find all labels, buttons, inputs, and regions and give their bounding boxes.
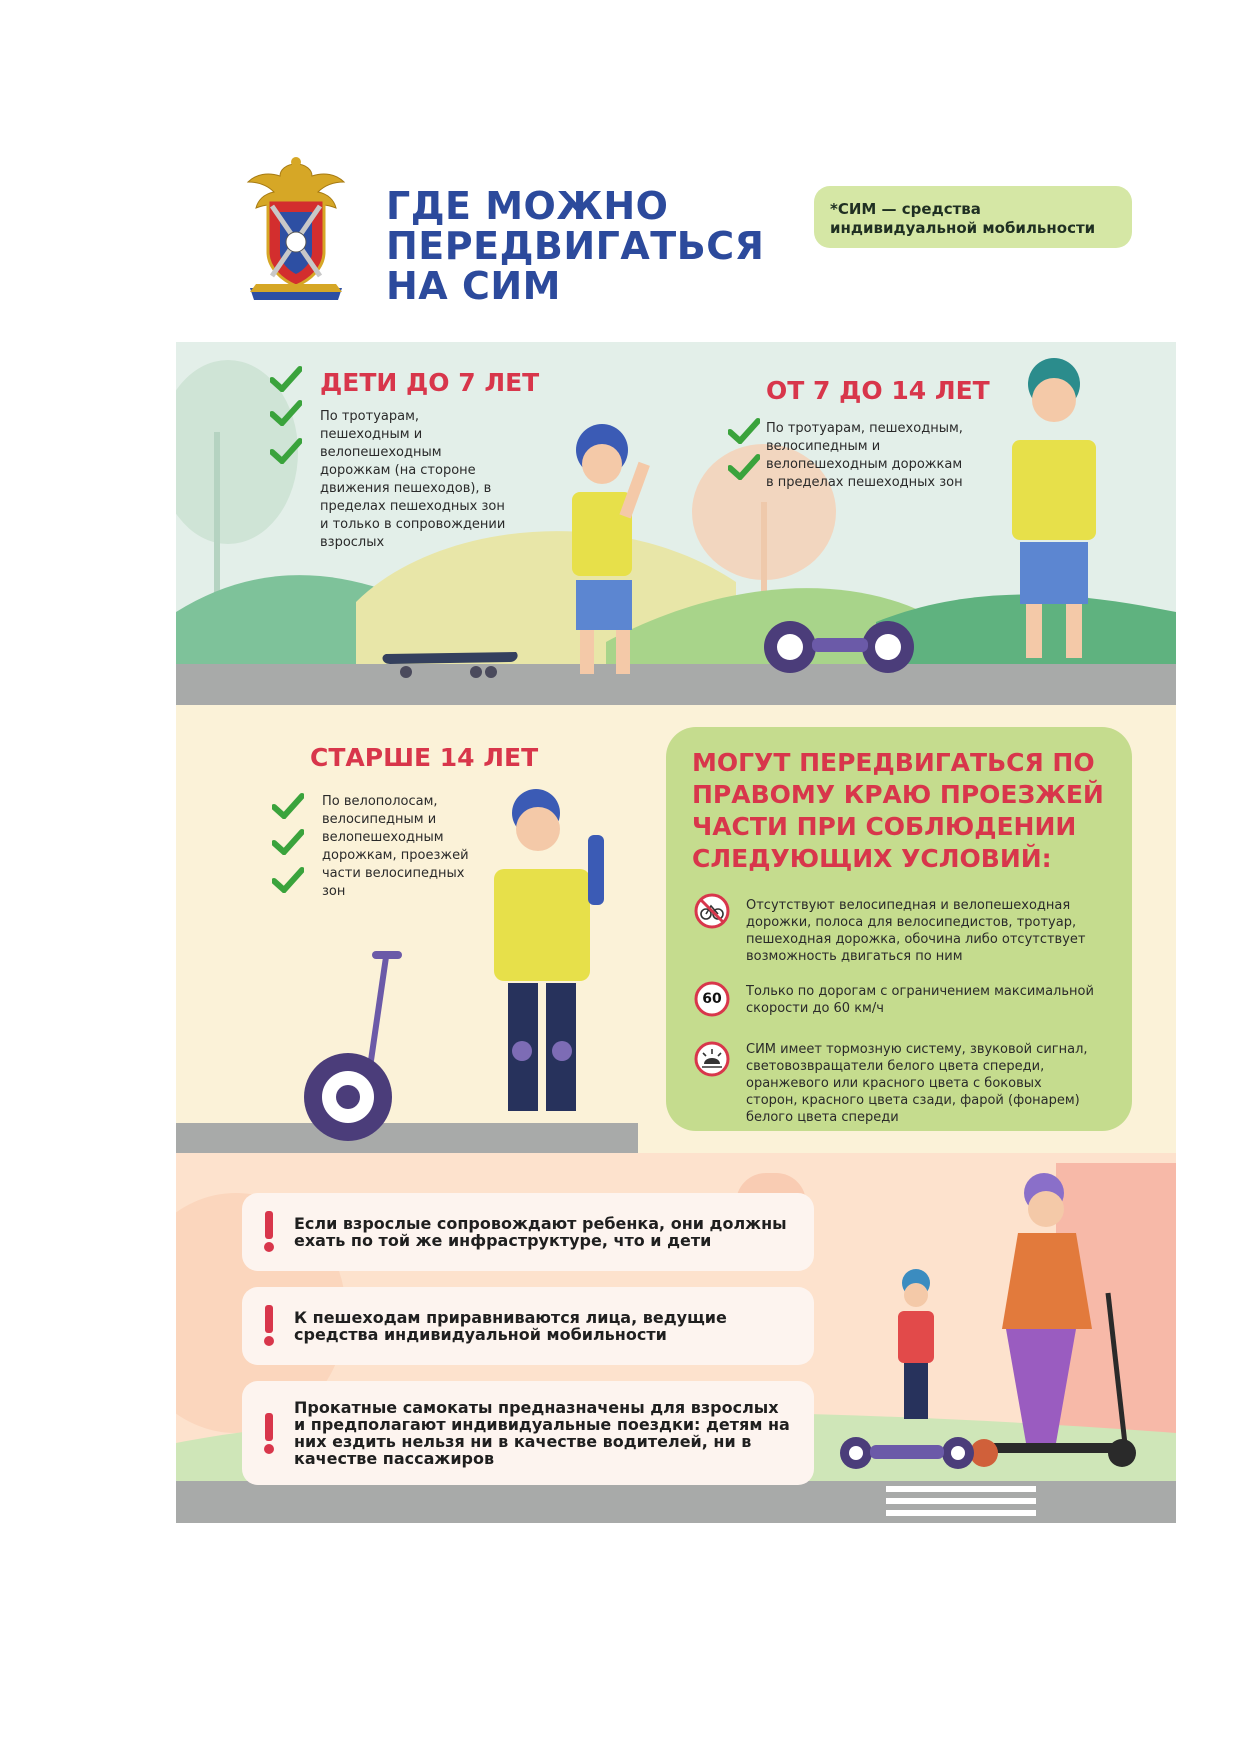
notice-card: [242, 1193, 814, 1271]
exclamation-icon: [262, 1211, 276, 1253]
condition-text: СИМ имеет тормозную систему, звуковой сигнал, световозвращатели белого цвета спереди, оранжевого или красного цвета с боковых сторон, красного цвета сзади, фарой (фонарем) белого цвета спереди: [746, 1042, 1088, 1125]
heading-over-14: СТАРШЕ 14 ЛЕТ: [310, 743, 539, 772]
panel-children-ages: [176, 342, 1176, 705]
panel-over-14: [176, 705, 1176, 1153]
police-emblem: [246, 156, 346, 308]
notice-card: [242, 1287, 814, 1365]
conditions-card: [666, 727, 1132, 1131]
check-icon: [728, 418, 760, 444]
check-icon: [272, 829, 304, 855]
condition-text: Отсутствуют велосипедная и велопешеходная дорожки, полоса для велосипедистов, тротуар, пешеходная дорожка, обочина либо отсутствует возможность двигаться по ним: [746, 898, 1086, 964]
panel-important-notices: [176, 1153, 1176, 1523]
heading-7-14: ОТ 7 ДО 14 ЛЕТ: [766, 376, 990, 405]
title-line: НА СИМ: [386, 264, 561, 308]
notice-card: [242, 1381, 814, 1485]
check-icon: [272, 793, 304, 819]
title-line: ПЕРЕДВИГАТЬСЯ: [386, 224, 765, 268]
notice-text: Прокатные самокаты предназначены для взрослых и предполагают индивидуальные поездки: детям на них ездить нельзя ни в качестве водителей, ни в качестве пассажиров: [294, 1398, 790, 1468]
headlight-sign-icon: [694, 1041, 730, 1077]
exclamation-icon: [262, 1305, 276, 1347]
conditions-heading: МОГУТ ПЕРЕДВИГАТЬСЯ ПО ПРАВОМУ КРАЮ ПРОЕЗЖЕЙ ЧАСТИ ПРИ СОБЛЮДЕНИИ СЛЕДУЮЩИХ УСЛОВИЙ:: [692, 748, 1104, 873]
page-title: [386, 184, 765, 308]
rule-text-over-14: По велополосам, велосипедным и велопешеходным дорожкам, проезжей части велосипедных зон: [322, 794, 469, 899]
title-line: ГДЕ МОЖНО: [386, 184, 669, 228]
speed-limit-value: 60: [702, 991, 722, 1007]
heading-under-7: ДЕТИ ДО 7 ЛЕТ: [320, 368, 540, 397]
rule-text-7-14: По тротуарам, пешеходным, велосипедным и велопешеходным дорожкам в пределах пешеходных зон: [766, 421, 963, 490]
condition-text: Только по дорогам с ограничением максимальной скорости до 60 км/ч: [746, 984, 1094, 1016]
check-icon: [270, 366, 302, 392]
check-icon: [272, 867, 304, 893]
sim-definition-note: *СИМ — средства индивидуальной мобильности: [814, 186, 1132, 248]
check-icon: [270, 438, 302, 464]
check-icon: [270, 400, 302, 426]
notice-text: К пешеходам приравниваются лица, ведущие средства индивидуальной мобильности: [294, 1308, 727, 1344]
notice-text: Если взрослые сопровождают ребенка, они должны ехать по той же инфраструктуре, что и дети: [294, 1214, 787, 1250]
check-icon: [728, 454, 760, 480]
exclamation-icon: [262, 1413, 276, 1455]
no-bicycle-sign-icon: [694, 893, 730, 929]
rule-text-under-7: По тротуарам, пешеходным и велопешеходным дорожкам (на стороне движения пешеходов), в пределах пешеходных зон и только в сопровождении взрослых: [320, 409, 506, 550]
